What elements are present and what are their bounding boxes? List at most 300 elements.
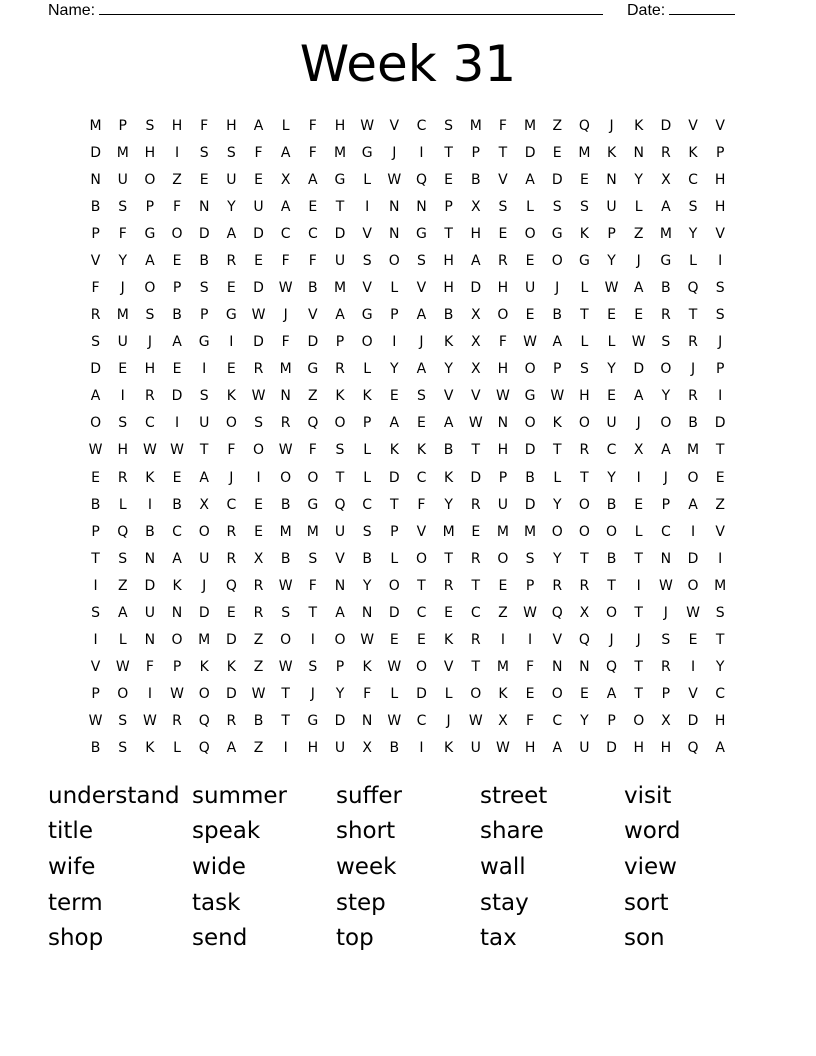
grid-letter[interactable]: C xyxy=(552,713,563,730)
grid-letter[interactable]: T xyxy=(715,442,725,459)
grid-letter[interactable]: E xyxy=(254,496,263,513)
grid-letter[interactable]: E xyxy=(254,171,263,188)
grid-letter[interactable]: P xyxy=(91,225,100,242)
grid-letter[interactable]: U xyxy=(606,198,617,215)
grid-letter[interactable]: G xyxy=(660,252,672,269)
grid-letter[interactable]: F xyxy=(308,442,317,459)
grid-letter[interactable]: A xyxy=(688,496,698,513)
grid-letter[interactable]: I xyxy=(500,632,505,649)
grid-letter[interactable]: F xyxy=(526,659,535,676)
grid-letter[interactable]: V xyxy=(416,523,427,540)
grid-letter[interactable]: J xyxy=(718,334,723,351)
grid-letter[interactable]: S xyxy=(199,388,209,405)
grid-letter[interactable]: O xyxy=(171,225,183,242)
grid-letter[interactable]: Q xyxy=(687,740,699,757)
grid-letter[interactable]: Z xyxy=(117,577,128,594)
grid-letter[interactable]: S xyxy=(335,442,345,459)
grid-letter[interactable]: A xyxy=(280,198,291,215)
grid-letter[interactable]: F xyxy=(173,198,182,215)
grid-letter[interactable]: C xyxy=(416,604,427,621)
grid-letter[interactable]: O xyxy=(633,713,645,730)
grid-letter[interactable]: D xyxy=(633,361,645,378)
grid-letter[interactable]: U xyxy=(606,415,617,432)
grid-letter[interactable]: S xyxy=(91,334,101,351)
grid-letter[interactable]: C xyxy=(226,496,237,513)
grid-letter[interactable]: H xyxy=(714,171,726,188)
grid-letter[interactable]: Q xyxy=(334,496,346,513)
grid-letter[interactable]: P xyxy=(145,198,155,215)
grid-letter[interactable]: B xyxy=(443,442,454,459)
grid-letter[interactable]: R xyxy=(280,415,291,432)
grid-letter[interactable]: M xyxy=(496,659,509,676)
grid-letter[interactable]: I xyxy=(202,361,207,378)
grid-letter[interactable]: O xyxy=(470,686,482,703)
grid-letter[interactable]: H xyxy=(714,713,726,730)
grid-letter[interactable]: O xyxy=(144,280,156,296)
grid-letter[interactable]: H xyxy=(443,252,454,269)
grid-letter[interactable]: O xyxy=(388,577,400,594)
grid-letter[interactable]: E xyxy=(172,469,182,486)
grid-letter[interactable]: Q xyxy=(687,280,699,296)
grid-letter[interactable]: C xyxy=(660,523,671,540)
grid-letter[interactable]: B xyxy=(661,280,671,296)
grid-letter[interactable]: W xyxy=(251,388,266,405)
grid-letter[interactable]: P xyxy=(661,496,671,513)
grid-letter[interactable]: T xyxy=(715,632,725,649)
grid-letter[interactable]: K xyxy=(226,388,236,405)
grid-letter[interactable]: V xyxy=(335,550,345,567)
grid-letter[interactable]: M xyxy=(306,523,319,540)
grid-letter[interactable]: T xyxy=(444,144,453,161)
grid-letter[interactable]: Q xyxy=(307,415,319,432)
grid-letter[interactable]: T xyxy=(498,144,508,161)
grid-letter[interactable]: V xyxy=(498,171,508,188)
grid-letter[interactable]: D xyxy=(225,686,237,703)
grid-letter[interactable]: O xyxy=(171,632,183,649)
grid-letter[interactable]: W xyxy=(387,659,402,676)
grid-letter[interactable]: B xyxy=(172,307,182,324)
grid-letter[interactable]: F xyxy=(498,117,507,134)
grid-letter[interactable]: N xyxy=(171,604,183,621)
grid-letter[interactable]: G xyxy=(307,361,319,378)
grid-letter[interactable]: A xyxy=(172,334,182,351)
grid-letter[interactable]: D xyxy=(388,604,400,621)
grid-letter[interactable]: B xyxy=(389,740,400,757)
grid-letter[interactable]: O xyxy=(578,415,590,432)
grid-letter[interactable]: K xyxy=(688,144,698,161)
grid-letter[interactable]: T xyxy=(634,550,643,567)
grid-letter[interactable]: I xyxy=(636,469,641,486)
grid-letter[interactable]: R xyxy=(253,361,264,378)
grid-letter[interactable]: D xyxy=(606,740,617,757)
grid-letter[interactable]: K xyxy=(389,442,399,459)
grid-letter[interactable]: D xyxy=(524,442,536,459)
grid-letter[interactable]: Y xyxy=(552,496,562,513)
grid-letter[interactable]: Z xyxy=(498,604,508,621)
grid-letter[interactable]: U xyxy=(199,415,210,432)
grid-letter[interactable]: Y xyxy=(607,252,616,269)
grid-letter[interactable]: D xyxy=(334,225,346,242)
grid-letter[interactable]: B xyxy=(253,713,264,730)
grid-letter[interactable]: S xyxy=(444,117,454,134)
grid-letter[interactable]: U xyxy=(579,740,590,757)
grid-letter[interactable]: F xyxy=(281,252,290,269)
grid-letter[interactable]: J xyxy=(636,415,641,432)
grid-letter[interactable]: J xyxy=(690,361,696,378)
grid-letter[interactable]: N xyxy=(144,632,156,649)
grid-letter[interactable]: O xyxy=(551,686,563,703)
grid-letter[interactable]: M xyxy=(578,144,591,161)
grid-letter[interactable]: Y xyxy=(607,469,616,486)
grid-letter[interactable]: Q xyxy=(415,171,427,188)
grid-letter[interactable]: W xyxy=(387,713,402,730)
grid-letter[interactable]: T xyxy=(552,442,562,459)
grid-letter[interactable]: L xyxy=(363,469,372,486)
grid-letter[interactable]: I xyxy=(229,334,234,351)
grid-letter[interactable]: L xyxy=(390,280,399,296)
grid-letter[interactable]: E xyxy=(579,171,589,188)
grid-letter[interactable]: B xyxy=(362,550,372,567)
grid-letter[interactable]: Y xyxy=(715,659,725,676)
grid-letter[interactable]: Q xyxy=(578,632,590,649)
grid-letter[interactable]: K xyxy=(498,686,508,703)
grid-letter[interactable]: K xyxy=(335,388,345,405)
grid-letter[interactable]: M xyxy=(89,117,102,134)
grid-letter[interactable]: C xyxy=(416,469,427,486)
grid-letter[interactable]: Y xyxy=(580,713,589,730)
grid-letter[interactable]: V xyxy=(362,280,372,296)
grid-letter[interactable]: U xyxy=(144,604,156,621)
grid-letter[interactable]: O xyxy=(524,415,536,432)
grid-letter[interactable]: N xyxy=(361,604,373,621)
grid-letter[interactable]: F xyxy=(200,117,209,134)
grid-letter[interactable]: Z xyxy=(253,740,264,757)
grid-letter[interactable]: B xyxy=(525,469,535,486)
grid-letter[interactable]: B xyxy=(90,496,101,513)
grid-letter[interactable]: L xyxy=(580,334,589,351)
grid-letter[interactable]: K xyxy=(444,740,454,757)
grid-letter[interactable]: O xyxy=(578,523,590,540)
grid-letter[interactable]: S xyxy=(688,198,698,215)
grid-letter[interactable]: H xyxy=(497,361,509,378)
grid-letter[interactable]: M xyxy=(496,523,509,540)
grid-letter[interactable]: K xyxy=(362,659,372,676)
grid-letter[interactable]: U xyxy=(524,280,536,296)
grid-letter[interactable]: P xyxy=(715,144,725,161)
grid-letter[interactable]: L xyxy=(634,523,643,540)
grid-letter[interactable]: R xyxy=(688,388,698,405)
grid-letter[interactable]: B xyxy=(552,307,563,324)
grid-letter[interactable]: E xyxy=(226,604,236,621)
grid-letter[interactable]: D xyxy=(307,334,319,351)
grid-letter[interactable]: S xyxy=(417,252,426,269)
grid-letter[interactable]: E xyxy=(552,144,562,161)
grid-letter[interactable]: Z xyxy=(552,117,563,134)
grid-letter[interactable]: Y xyxy=(607,361,616,378)
grid-letter[interactable]: T xyxy=(471,442,481,459)
grid-letter[interactable]: T xyxy=(580,307,589,324)
grid-letter[interactable]: I xyxy=(690,659,696,676)
grid-letter[interactable]: A xyxy=(552,334,563,351)
grid-letter[interactable]: U xyxy=(334,740,346,757)
grid-letter[interactable]: M xyxy=(116,307,129,324)
grid-letter[interactable]: P xyxy=(335,334,345,351)
grid-letter[interactable]: A xyxy=(416,361,427,378)
grid-letter[interactable]: K xyxy=(552,415,562,432)
grid-letter[interactable]: I xyxy=(93,632,98,649)
grid-letter[interactable]: A xyxy=(633,280,644,296)
grid-letter[interactable]: P xyxy=(607,225,616,242)
grid-letter[interactable]: D xyxy=(225,632,237,649)
grid-letter[interactable]: D xyxy=(714,415,726,432)
grid-letter[interactable]: X xyxy=(579,604,590,621)
grid-letter[interactable]: V xyxy=(443,388,454,405)
grid-letter[interactable]: I xyxy=(120,388,125,405)
grid-letter[interactable]: P xyxy=(661,686,671,703)
grid-letter[interactable]: X xyxy=(362,740,372,757)
grid-letter[interactable]: J xyxy=(202,577,207,594)
grid-letter[interactable]: I xyxy=(718,388,723,405)
grid-letter[interactable]: W xyxy=(686,604,700,621)
grid-letter[interactable]: T xyxy=(607,577,616,594)
grid-letter[interactable]: S xyxy=(715,280,725,296)
grid-letter[interactable]: P xyxy=(525,577,535,594)
grid-letter[interactable]: H xyxy=(117,442,128,459)
grid-letter[interactable]: E xyxy=(172,361,182,378)
grid-letter[interactable]: H xyxy=(660,740,672,757)
grid-letter[interactable]: W xyxy=(631,334,646,351)
grid-letter[interactable]: O xyxy=(524,361,536,378)
grid-letter[interactable]: A xyxy=(661,198,671,215)
grid-letter[interactable]: I xyxy=(174,144,180,161)
grid-letter[interactable]: H xyxy=(334,117,346,134)
grid-letter[interactable]: I xyxy=(147,496,152,513)
grid-letter[interactable]: E xyxy=(579,686,589,703)
grid-letter[interactable]: L xyxy=(689,252,697,269)
grid-letter[interactable]: T xyxy=(634,659,643,676)
grid-letter[interactable]: H xyxy=(470,225,482,242)
grid-letter[interactable]: N xyxy=(633,144,644,161)
grid-letter[interactable]: I xyxy=(718,550,723,567)
grid-letter[interactable]: O xyxy=(117,686,129,703)
grid-letter[interactable]: I xyxy=(283,740,288,757)
grid-letter[interactable]: V xyxy=(362,225,372,242)
grid-letter[interactable]: S xyxy=(579,198,589,215)
grid-letter[interactable]: S xyxy=(308,659,318,676)
grid-letter[interactable]: D xyxy=(660,117,672,134)
grid-letter[interactable]: X xyxy=(470,198,481,215)
grid-letter[interactable]: E xyxy=(607,307,616,324)
grid-letter[interactable]: T xyxy=(335,469,345,486)
grid-letter[interactable]: P xyxy=(362,415,372,432)
grid-letter[interactable]: C xyxy=(416,117,427,134)
grid-letter[interactable]: H xyxy=(144,361,156,378)
grid-letter[interactable]: U xyxy=(470,740,481,757)
grid-letter[interactable]: D xyxy=(334,713,346,730)
grid-letter[interactable]: E xyxy=(172,252,182,269)
grid-letter[interactable]: A xyxy=(280,144,291,161)
grid-letter[interactable]: F xyxy=(118,225,127,242)
grid-letter[interactable]: N xyxy=(416,198,427,215)
grid-letter[interactable]: O xyxy=(334,415,346,432)
grid-letter[interactable]: X xyxy=(661,713,671,730)
grid-letter[interactable]: L xyxy=(173,740,181,757)
grid-letter[interactable]: F xyxy=(308,117,317,134)
grid-letter[interactable]: Z xyxy=(715,496,725,513)
grid-letter[interactable]: U xyxy=(253,198,264,215)
grid-letter[interactable]: T xyxy=(91,550,100,567)
grid-letter[interactable]: H xyxy=(443,280,454,296)
grid-letter[interactable]: E xyxy=(199,171,209,188)
grid-letter[interactable]: T xyxy=(471,659,481,676)
grid-letter[interactable]: B xyxy=(308,280,318,296)
grid-letter[interactable]: O xyxy=(578,496,590,513)
grid-letter[interactable]: A xyxy=(172,550,182,567)
grid-letter[interactable]: G xyxy=(198,334,210,351)
grid-letter[interactable]: A xyxy=(335,604,345,621)
grid-letter[interactable]: I xyxy=(690,523,696,540)
grid-letter[interactable]: E xyxy=(688,632,698,649)
grid-letter[interactable]: S xyxy=(362,523,372,540)
grid-letter[interactable]: R xyxy=(470,496,481,513)
grid-letter[interactable]: E xyxy=(444,171,454,188)
grid-letter[interactable]: S xyxy=(579,361,589,378)
grid-letter[interactable]: B xyxy=(145,523,155,540)
grid-letter[interactable]: R xyxy=(226,523,237,540)
grid-letter[interactable]: D xyxy=(416,686,427,703)
grid-letter[interactable]: C xyxy=(688,171,698,188)
grid-letter[interactable]: Q xyxy=(578,117,590,134)
grid-letter[interactable]: A xyxy=(633,388,644,405)
grid-letter[interactable]: X xyxy=(470,307,481,324)
grid-letter[interactable]: P xyxy=(715,361,725,378)
grid-letter[interactable]: O xyxy=(253,442,265,459)
grid-letter[interactable]: A xyxy=(145,252,155,269)
grid-letter[interactable]: J xyxy=(283,307,288,324)
name-blank-line[interactable] xyxy=(99,0,603,15)
grid-letter[interactable]: K xyxy=(444,334,454,351)
grid-letter[interactable]: V xyxy=(552,632,563,649)
grid-letter[interactable]: F xyxy=(254,144,263,161)
grid-letter[interactable]: J xyxy=(147,334,152,351)
grid-letter[interactable]: V xyxy=(715,225,725,242)
grid-letter[interactable]: H xyxy=(524,740,536,757)
grid-letter[interactable]: B xyxy=(470,171,481,188)
grid-letter[interactable]: D xyxy=(470,469,482,486)
grid-letter[interactable]: H xyxy=(497,442,509,459)
grid-letter[interactable]: H xyxy=(579,388,590,405)
grid-letter[interactable]: W xyxy=(468,713,483,730)
grid-letter[interactable]: R xyxy=(660,659,671,676)
grid-letter[interactable]: J xyxy=(310,686,315,703)
grid-letter[interactable]: E xyxy=(417,415,426,432)
grid-letter[interactable]: Y xyxy=(335,686,345,703)
grid-letter[interactable]: T xyxy=(444,225,453,242)
grid-letter[interactable]: I xyxy=(419,144,424,161)
grid-letter[interactable]: H xyxy=(633,740,644,757)
grid-letter[interactable]: Q xyxy=(117,523,129,540)
grid-letter[interactable]: Y xyxy=(118,252,128,269)
grid-letter[interactable]: R xyxy=(660,144,671,161)
grid-letter[interactable]: H xyxy=(144,144,156,161)
grid-letter[interactable]: E xyxy=(417,632,426,649)
grid-letter[interactable]: B xyxy=(443,307,454,324)
grid-letter[interactable]: D xyxy=(253,225,264,242)
grid-letter[interactable]: S xyxy=(118,415,128,432)
grid-letter[interactable]: L xyxy=(526,198,534,215)
grid-letter[interactable]: S xyxy=(715,604,725,621)
grid-letter[interactable]: W xyxy=(278,280,293,296)
grid-letter[interactable]: V xyxy=(389,117,400,134)
grid-letter[interactable]: F xyxy=(308,252,317,269)
grid-letter[interactable]: R xyxy=(226,252,237,269)
grid-letter[interactable]: W xyxy=(468,415,483,432)
grid-letter[interactable]: D xyxy=(524,496,536,513)
grid-letter[interactable]: S xyxy=(91,604,101,621)
grid-letter[interactable]: D xyxy=(90,361,101,378)
grid-letter[interactable]: D xyxy=(253,280,264,296)
grid-letter[interactable]: O xyxy=(660,361,672,378)
grid-letter[interactable]: K xyxy=(444,469,454,486)
grid-letter[interactable]: P xyxy=(91,686,100,703)
grid-letter[interactable]: E xyxy=(498,225,508,242)
grid-letter[interactable]: I xyxy=(392,334,397,351)
grid-letter[interactable]: D xyxy=(687,550,699,567)
grid-letter[interactable]: O xyxy=(551,523,563,540)
grid-letter[interactable]: G xyxy=(361,144,373,161)
grid-letter[interactable]: T xyxy=(417,577,426,594)
grid-letter[interactable]: U xyxy=(334,252,346,269)
date-blank-line[interactable] xyxy=(669,0,735,15)
grid-letter[interactable]: K xyxy=(145,469,155,486)
grid-letter[interactable]: L xyxy=(363,361,372,378)
grid-letter[interactable]: D xyxy=(198,604,210,621)
grid-letter[interactable]: F xyxy=(498,334,507,351)
grid-letter[interactable]: M xyxy=(333,144,347,161)
grid-letter[interactable]: A xyxy=(661,442,671,459)
grid-letter[interactable]: R xyxy=(579,577,590,594)
grid-letter[interactable]: M xyxy=(469,117,482,134)
grid-letter[interactable]: R xyxy=(226,713,237,730)
grid-letter[interactable]: J xyxy=(419,334,424,351)
grid-letter[interactable]: G xyxy=(307,496,319,513)
grid-letter[interactable]: W xyxy=(142,713,157,730)
grid-letter[interactable]: B xyxy=(90,198,101,215)
grid-letter[interactable]: R xyxy=(470,550,481,567)
grid-letter[interactable]: O xyxy=(334,632,346,649)
grid-letter[interactable]: X xyxy=(470,334,481,351)
grid-letter[interactable]: W xyxy=(523,604,537,621)
grid-letter[interactable]: K xyxy=(362,388,372,405)
grid-letter[interactable]: S xyxy=(661,334,671,351)
grid-letter[interactable]: T xyxy=(199,442,209,459)
grid-letter[interactable]: P xyxy=(390,307,399,324)
grid-letter[interactable]: L xyxy=(634,198,643,215)
grid-letter[interactable]: A xyxy=(253,117,264,134)
grid-letter[interactable]: F xyxy=(308,144,317,161)
grid-letter[interactable]: X xyxy=(280,171,291,188)
grid-letter[interactable]: E xyxy=(308,198,318,215)
grid-letter[interactable]: Y xyxy=(390,361,399,378)
grid-letter[interactable]: C xyxy=(172,523,182,540)
grid-letter[interactable]: I xyxy=(528,632,533,649)
grid-letter[interactable]: K xyxy=(416,442,427,459)
grid-letter[interactable]: N xyxy=(280,388,291,405)
grid-letter[interactable]: W xyxy=(88,713,103,730)
grid-letter[interactable]: K xyxy=(606,144,617,161)
grid-letter[interactable]: E xyxy=(254,523,263,540)
grid-letter[interactable]: P xyxy=(118,117,127,134)
